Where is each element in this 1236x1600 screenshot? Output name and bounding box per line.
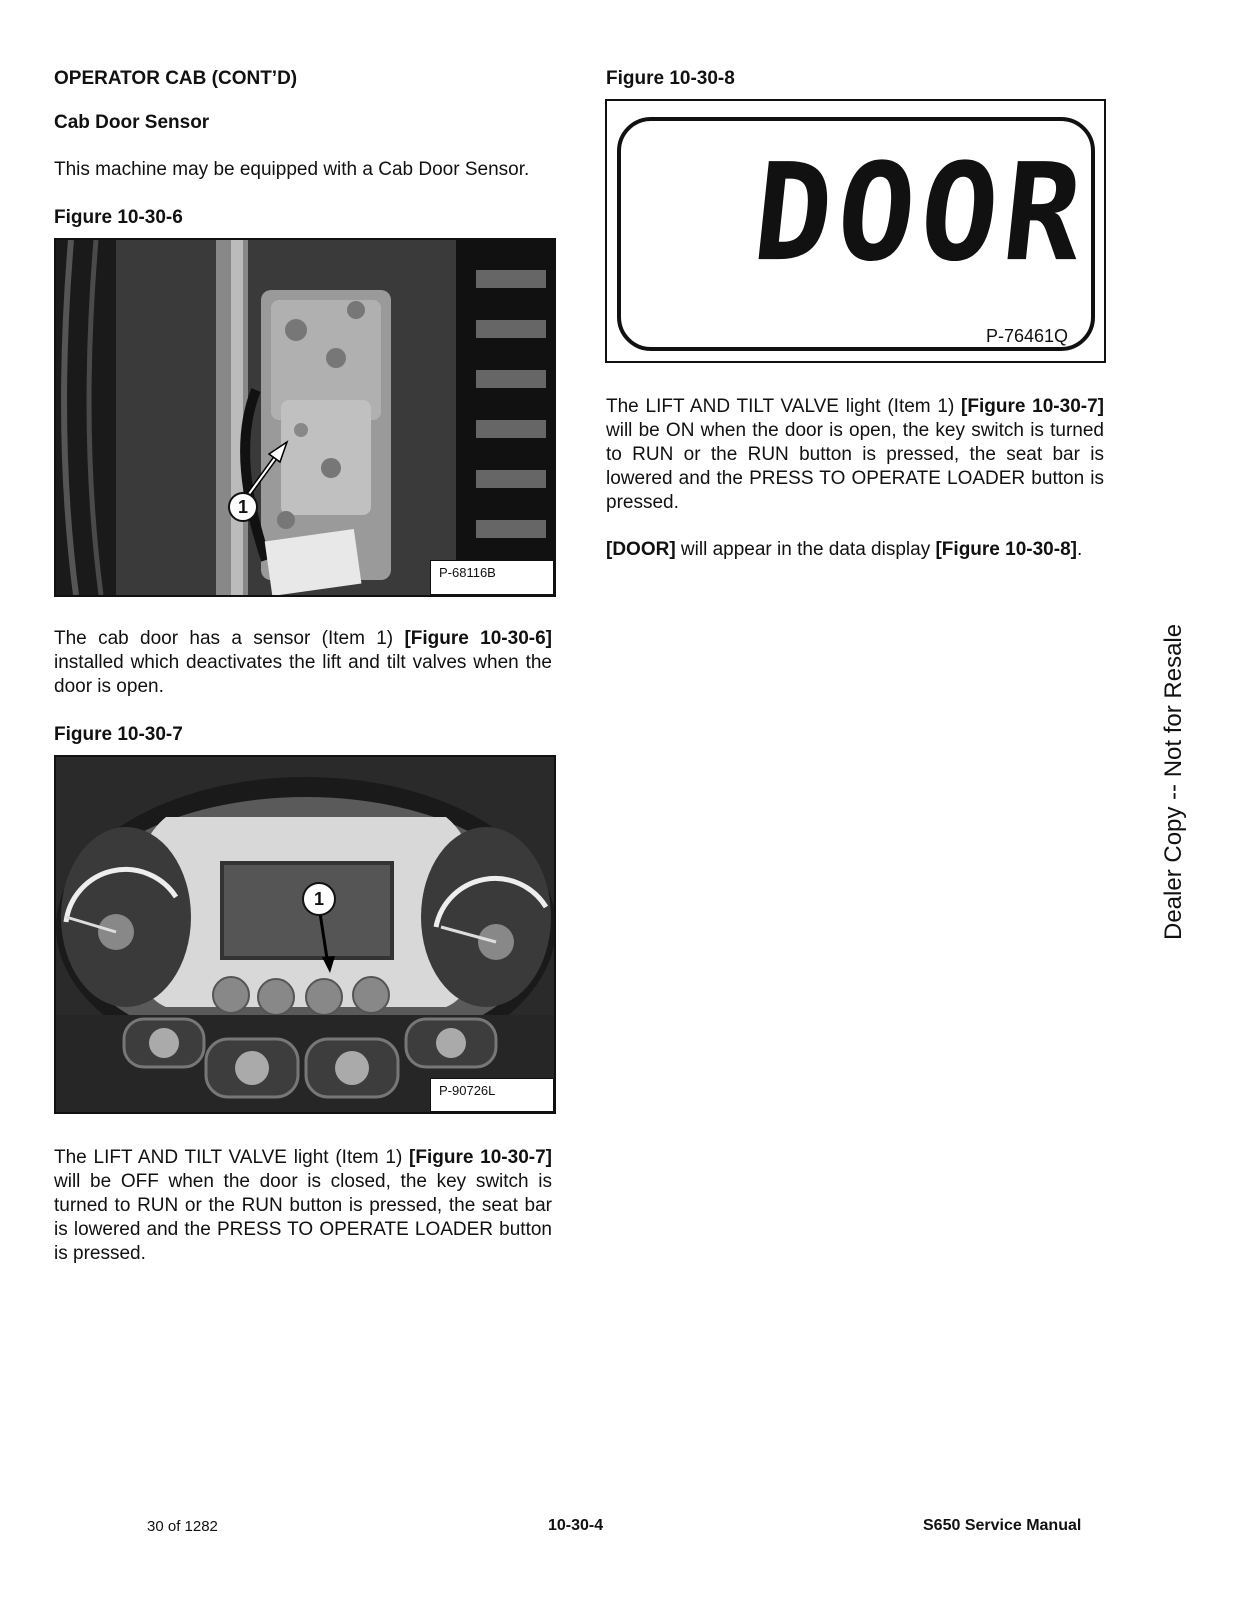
dealer-copy-watermark: Dealer Copy -- Not for Resale [1160,623,1187,940]
paragraph-door-display: [DOOR] will appear in the data display [Figure 10-30-8]. [606,539,1083,560]
figure-8-photo-code: P-76461Q [985,326,1068,346]
paragraph-light-off: The LIFT AND TILT VALVE light (Item 1) [Figure 10-30-7] will be OFF when the door is closed, the key switch is turned to RUN or the RUN button is pressed, the seat bar is lowered and the PRESS TO OPERATE LOADER button is pressed. [54,1147,552,1264]
figure-7-instrument-panel-photo [54,755,556,1114]
figure-6-label: Figure 10-30-6 [54,207,183,228]
item-1-callout: 1 [228,492,258,522]
figure-7-photo-code: P-90726L [430,1078,554,1112]
figure-8-label: Figure 10-30-8 [606,68,735,89]
paragraph-light-on: The LIFT AND TILT VALVE light (Item 1) [Figure 10-30-7] will be ON when the door is open, the key switch is turned to RUN or the RUN button is pressed, the seat bar is lowered and the PRESS TO OPERATE LOADER button is pressed. [606,396,1104,513]
section-title: OPERATOR CAB (CONT’D) [54,68,298,89]
subsection-title: Cab Door Sensor [54,112,210,133]
footer-manual-title: S650 Service Manual [923,1517,1082,1534]
paragraph-door-sensor: The cab door has a sensor (Item 1) [Figure 10-30-6] installed which deactivates the lift and tilt valves when the door is open. [54,628,552,697]
footer-page-number: 10-30-4 [548,1517,604,1534]
intro-text: This machine may be equipped with a Cab Door Sensor. [54,159,530,180]
door-latch-illustration [56,240,554,595]
figure-6-photo-code: P-68116B [430,560,554,595]
item-1-callout: 1 [302,882,336,916]
figure-7-label: Figure 10-30-7 [54,724,183,745]
display-door-text: DOOR [746,135,1096,292]
figure-8-door-display [605,99,1106,363]
figure-6-door-latch-photo [54,238,556,597]
footer-page-count: 30 of 1282 [147,1518,218,1535]
instrument-panel-illustration [56,757,554,1112]
